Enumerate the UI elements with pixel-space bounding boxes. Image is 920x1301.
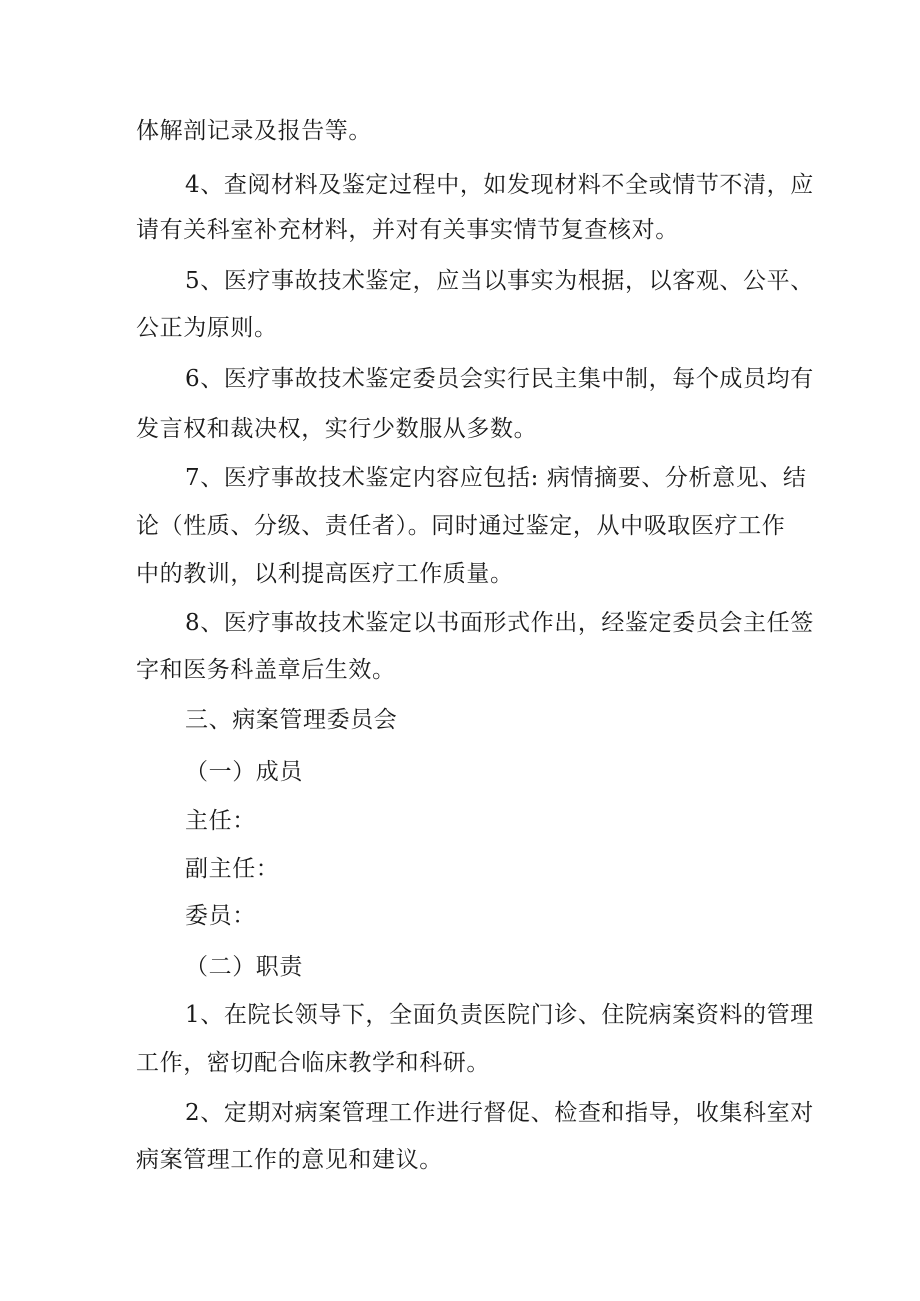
text-line: 字和医务科盖章后生效。 — [136, 657, 396, 683]
text-line: 请有关科室补充材料，并对有关事实情节复查核对。 — [136, 217, 679, 243]
text-line: 8、医疗事故技术鉴定以书面形式作出，经鉴定委员会主任签 — [185, 610, 814, 636]
text-line: 2、定期对病案管理工作进行督促、检查和指导，收集科室对 — [185, 1100, 814, 1126]
text-line: 工作，密切配合临床教学和科研。 — [136, 1050, 490, 1076]
text-line: 病案管理工作的意见和建议。 — [136, 1147, 443, 1173]
text-line: 6、医疗事故技术鉴定委员会实行民主集中制，每个成员均有 — [185, 366, 814, 392]
subsection-heading: （一）成员 — [185, 759, 303, 785]
text-line: 论（性质、分级、责任者）。同时通过鉴定，从中吸取医疗工作 — [136, 513, 786, 539]
field-label: 副主任： — [185, 856, 280, 882]
text-line: 发言权和裁决权，实行少数服从多数。 — [136, 416, 538, 442]
subsection-heading: （二）职责 — [185, 954, 303, 980]
text-line: 5、医疗事故技术鉴定，应当以事实为根据，以客观、公平、 — [185, 268, 814, 294]
text-line: 7、医疗事故技术鉴定内容应包括: 病情摘要、分析意见、结 — [185, 465, 807, 491]
section-heading: 三、病案管理委员会 — [185, 707, 398, 733]
field-label: 主任： — [185, 808, 256, 834]
text-line: 1、在院长领导下，全面负责医院门诊、住院病案资料的管理 — [185, 1002, 814, 1028]
text-line: 中的教训，以利提高医疗工作质量。 — [136, 561, 514, 587]
text-line: 4、查阅材料及鉴定过程中，如发现材料不全或情节不清，应 — [185, 172, 814, 198]
text-line: 体解剖记录及报告等。 — [136, 118, 372, 144]
field-label: 委员： — [185, 903, 256, 929]
text-line: 公正为原则。 — [136, 315, 278, 341]
